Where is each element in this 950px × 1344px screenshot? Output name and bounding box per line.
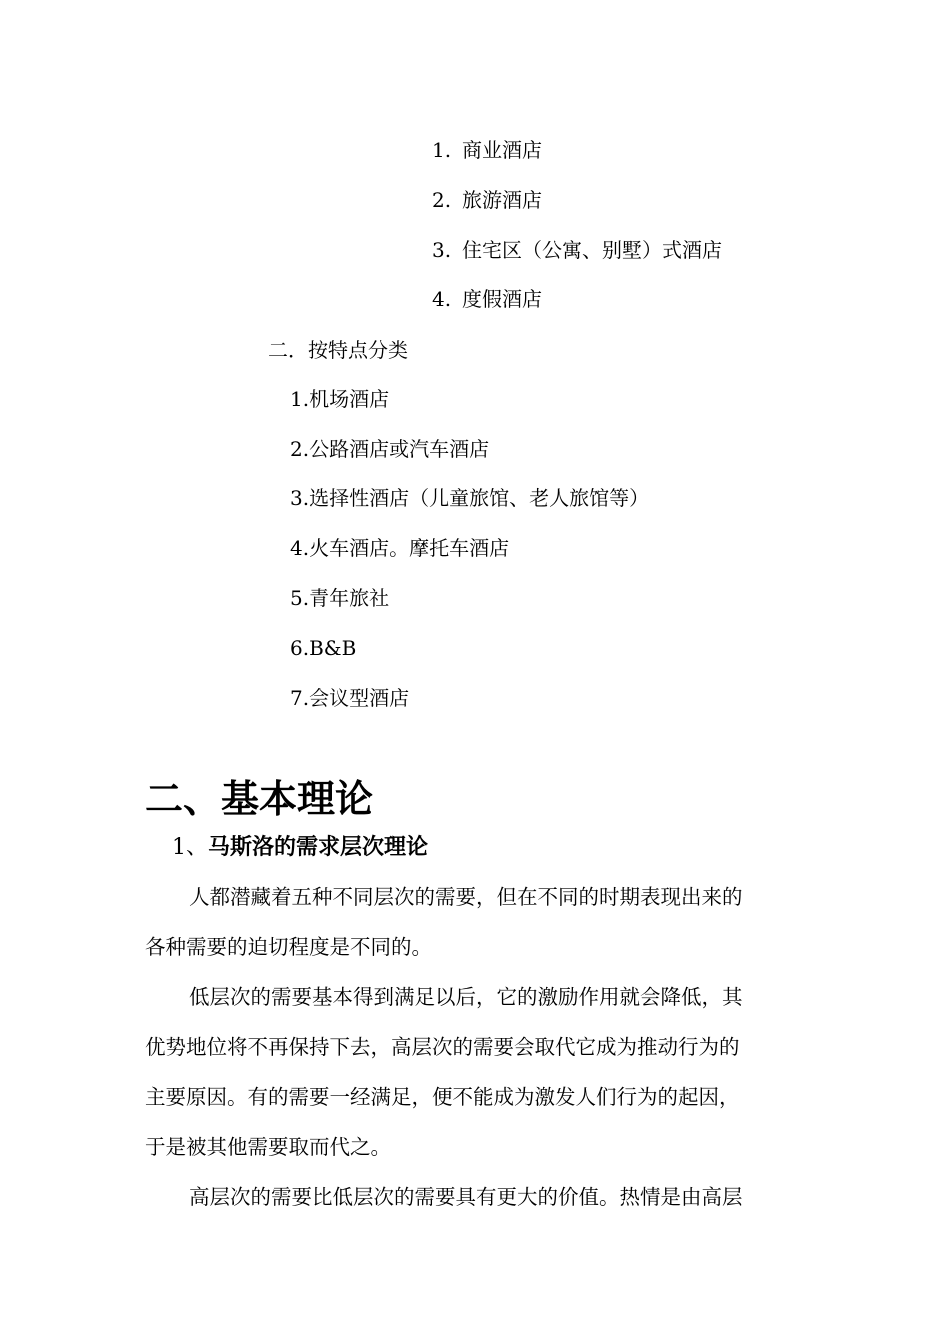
- list-item: [432, 238, 722, 262]
- subsection-prefix: 1、: [172, 835, 208, 860]
- list-item-number: 1.: [432, 138, 452, 162]
- body-line: 主要原因。有的需要一经满足，便不能成为激发人们行为的起因，: [145, 1085, 740, 1109]
- list-item: 7.会议型酒店: [290, 686, 410, 710]
- body-line: 各种需要的迫切程度是不同的。: [145, 935, 432, 959]
- body-line: 低层次的需要基本得到满足以后，它的激励作用就会降低，其: [189, 985, 743, 1009]
- list-item: 5.青年旅社: [290, 586, 390, 610]
- list-item-text: 旅游酒店: [462, 188, 542, 212]
- list-item-text: 住宅区（公寓、别墅）式酒店: [462, 238, 722, 262]
- body-line: 于是被其他需要取而代之。: [145, 1135, 391, 1159]
- list-item-text: 度假酒店: [462, 287, 542, 311]
- list-item: [432, 188, 542, 212]
- list-item: 3.选择性酒店（儿童旅馆、老人旅馆等）: [290, 486, 650, 510]
- list-item-text: 商业酒店: [462, 138, 542, 162]
- body-line: 人都潜藏着五种不同层次的需要，但在不同的时期表现出来的: [189, 885, 743, 909]
- list-item: [432, 287, 542, 311]
- list-item: 2.公路酒店或汽车酒店: [290, 437, 490, 461]
- list-item: [432, 138, 542, 162]
- list-item-number: 4.: [432, 287, 452, 311]
- list-item: 6.B&B: [290, 636, 357, 660]
- list-item: 1.机场酒店: [290, 387, 390, 411]
- chapter-title: 二、基本理论: [145, 777, 374, 821]
- list-item-number: 3.: [432, 238, 452, 262]
- subsection-title: 马斯洛的需求层次理论: [208, 835, 429, 860]
- body-line: 优势地位将不再保持下去，高层次的需要会取代它成为推动行为的: [145, 1035, 740, 1059]
- list-item-number: 2.: [432, 188, 452, 212]
- list-item: 4.火车酒店。摩托车酒店: [290, 536, 510, 560]
- section-heading: 二．按特点分类: [268, 338, 408, 362]
- subsection-heading: [172, 834, 428, 862]
- body-line: 高层次的需要比低层次的需要具有更大的价值。热情是由高层: [189, 1185, 743, 1209]
